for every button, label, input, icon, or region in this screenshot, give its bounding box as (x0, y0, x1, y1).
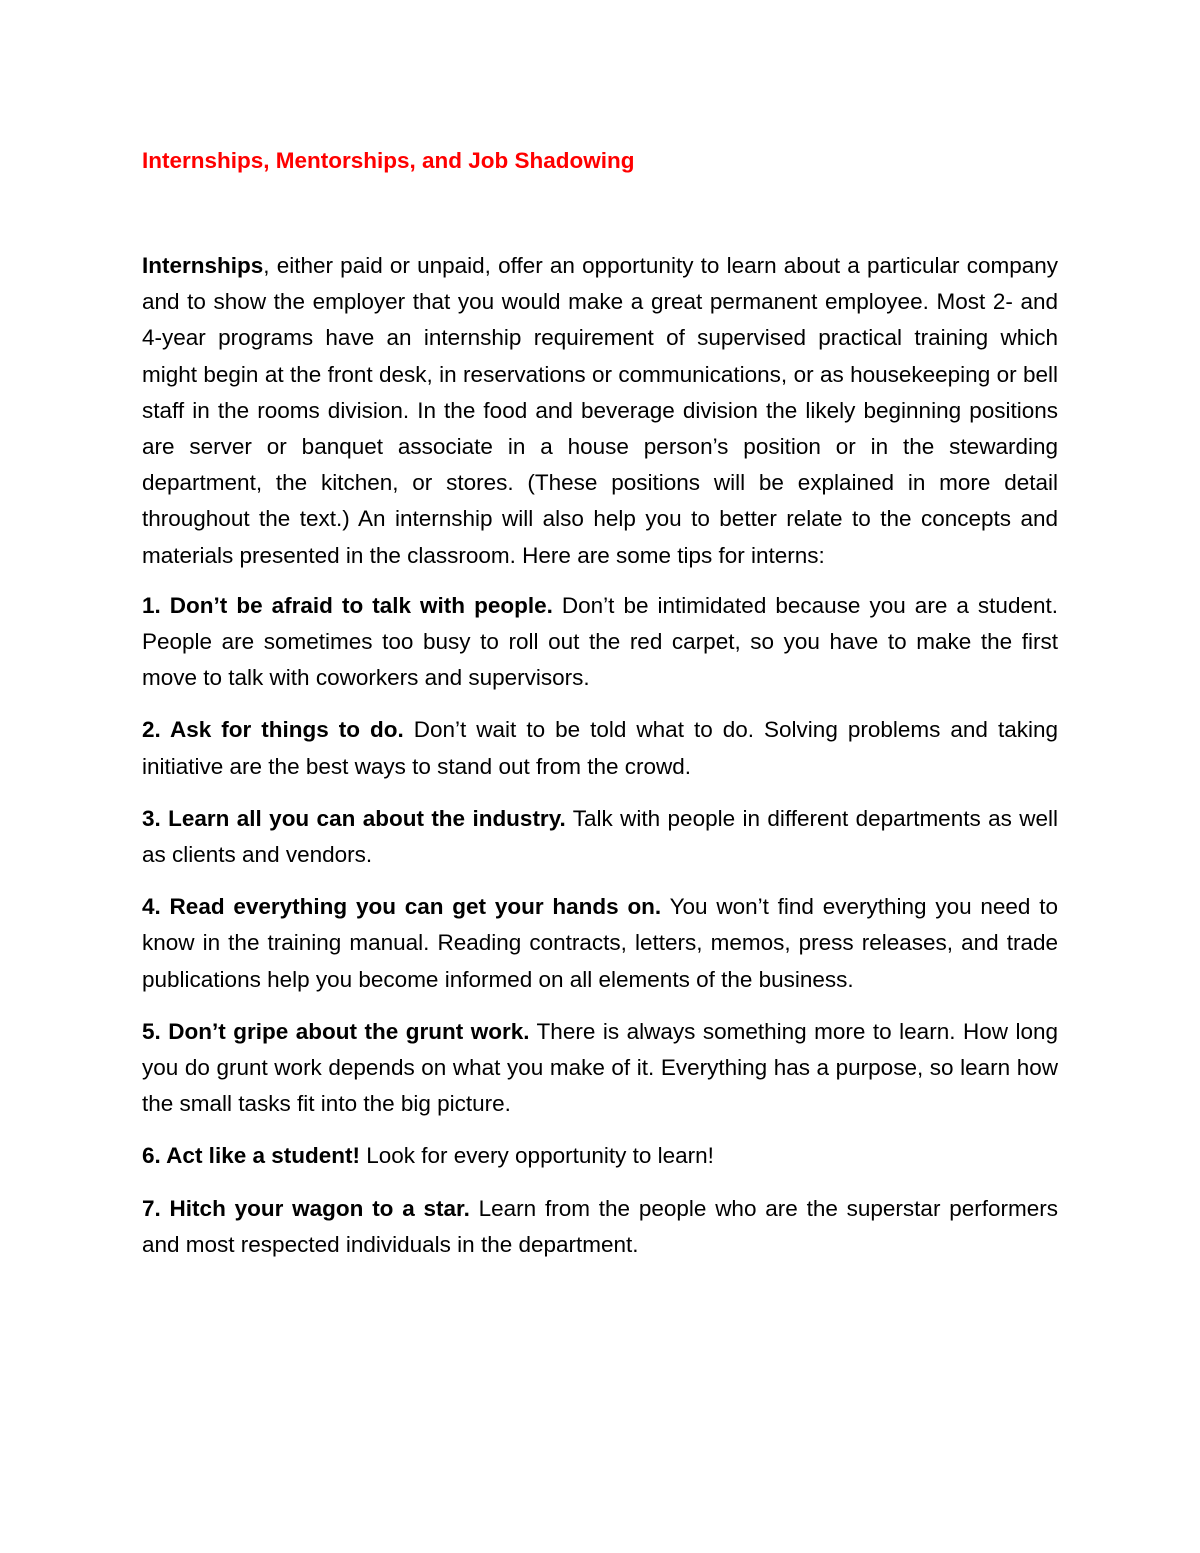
tip-text: There is always something more to learn. How long you do grunt work depends on what you make of it. Everything has a purpose, so learn how the small tasks fit into the big picture. (142, 1018, 1058, 1117)
intro-text: , either paid or unpaid, offer an opportunity to learn about a particular company and to show the employer that you would make a great permanent employee. Most 2- and 4-year programs have an internship requirement of supervised practical training which might begin at the front desk, in reservations or communications, or as housekeeping or bell staff in the rooms division. In the food and beverage division the likely beginning positions are server or banquet associate in a house person’s position or in the stewarding department, the kitchen, or stores. (These positions will be explained in more detail throughout the text.) An internship will also help you to better relate to the concepts and materials presented in the classroom. Here are some tips for interns: (142, 253, 1058, 568)
tip-lead: 2. Ask for things to do. (142, 717, 404, 743)
tip-6 (142, 1138, 1058, 1174)
tip-lead: 6. Act like a student! (142, 1143, 360, 1169)
tip-5 (142, 1014, 1058, 1123)
tip-3 (142, 801, 1058, 873)
tip-lead: 4. Read everything you can get your hands on. (142, 894, 662, 920)
intro-paragraph (142, 248, 1058, 574)
tip-lead: 3. Learn all you can about the industry. (142, 805, 566, 831)
tip-text: You won’t find everything you need to know in the training manual. Reading contracts, letters, memos, press releases, and trade publications help you become informed on all elements of the business. (142, 894, 1059, 992)
tip-7 (142, 1191, 1058, 1263)
tip-text: Learn from the people who are the superstar performers and most respected individuals in the department. (142, 1195, 1059, 1257)
document-title: Internships, Mentorships, and Job Shadowing (142, 148, 635, 173)
tip-text: Don’t be intimidated because you are a student. People are sometimes too busy to roll out the red carpet, so you have to make the first move to talk with coworkers and supervisors. (142, 592, 1058, 691)
tip-lead: 1. Don’t be afraid to talk with people. (142, 592, 553, 618)
tip-4 (142, 889, 1058, 998)
intro-lead: Internships (142, 253, 264, 278)
tip-text: Look for every opportunity to learn! (359, 1143, 714, 1169)
tip-1 (142, 588, 1058, 697)
document-body (142, 144, 1058, 1263)
tip-2 (142, 712, 1058, 784)
tip-lead: 5. Don’t gripe about the grunt work. (142, 1018, 530, 1044)
tip-text: Don’t wait to be told what to do. Solving problems and taking initiative are the best ways to stand out from the crowd. (142, 717, 1058, 779)
tip-text: Talk with people in different departments as well as clients and vendors. (142, 805, 1058, 868)
tip-lead: 7. Hitch your wagon to a star. (142, 1195, 470, 1221)
